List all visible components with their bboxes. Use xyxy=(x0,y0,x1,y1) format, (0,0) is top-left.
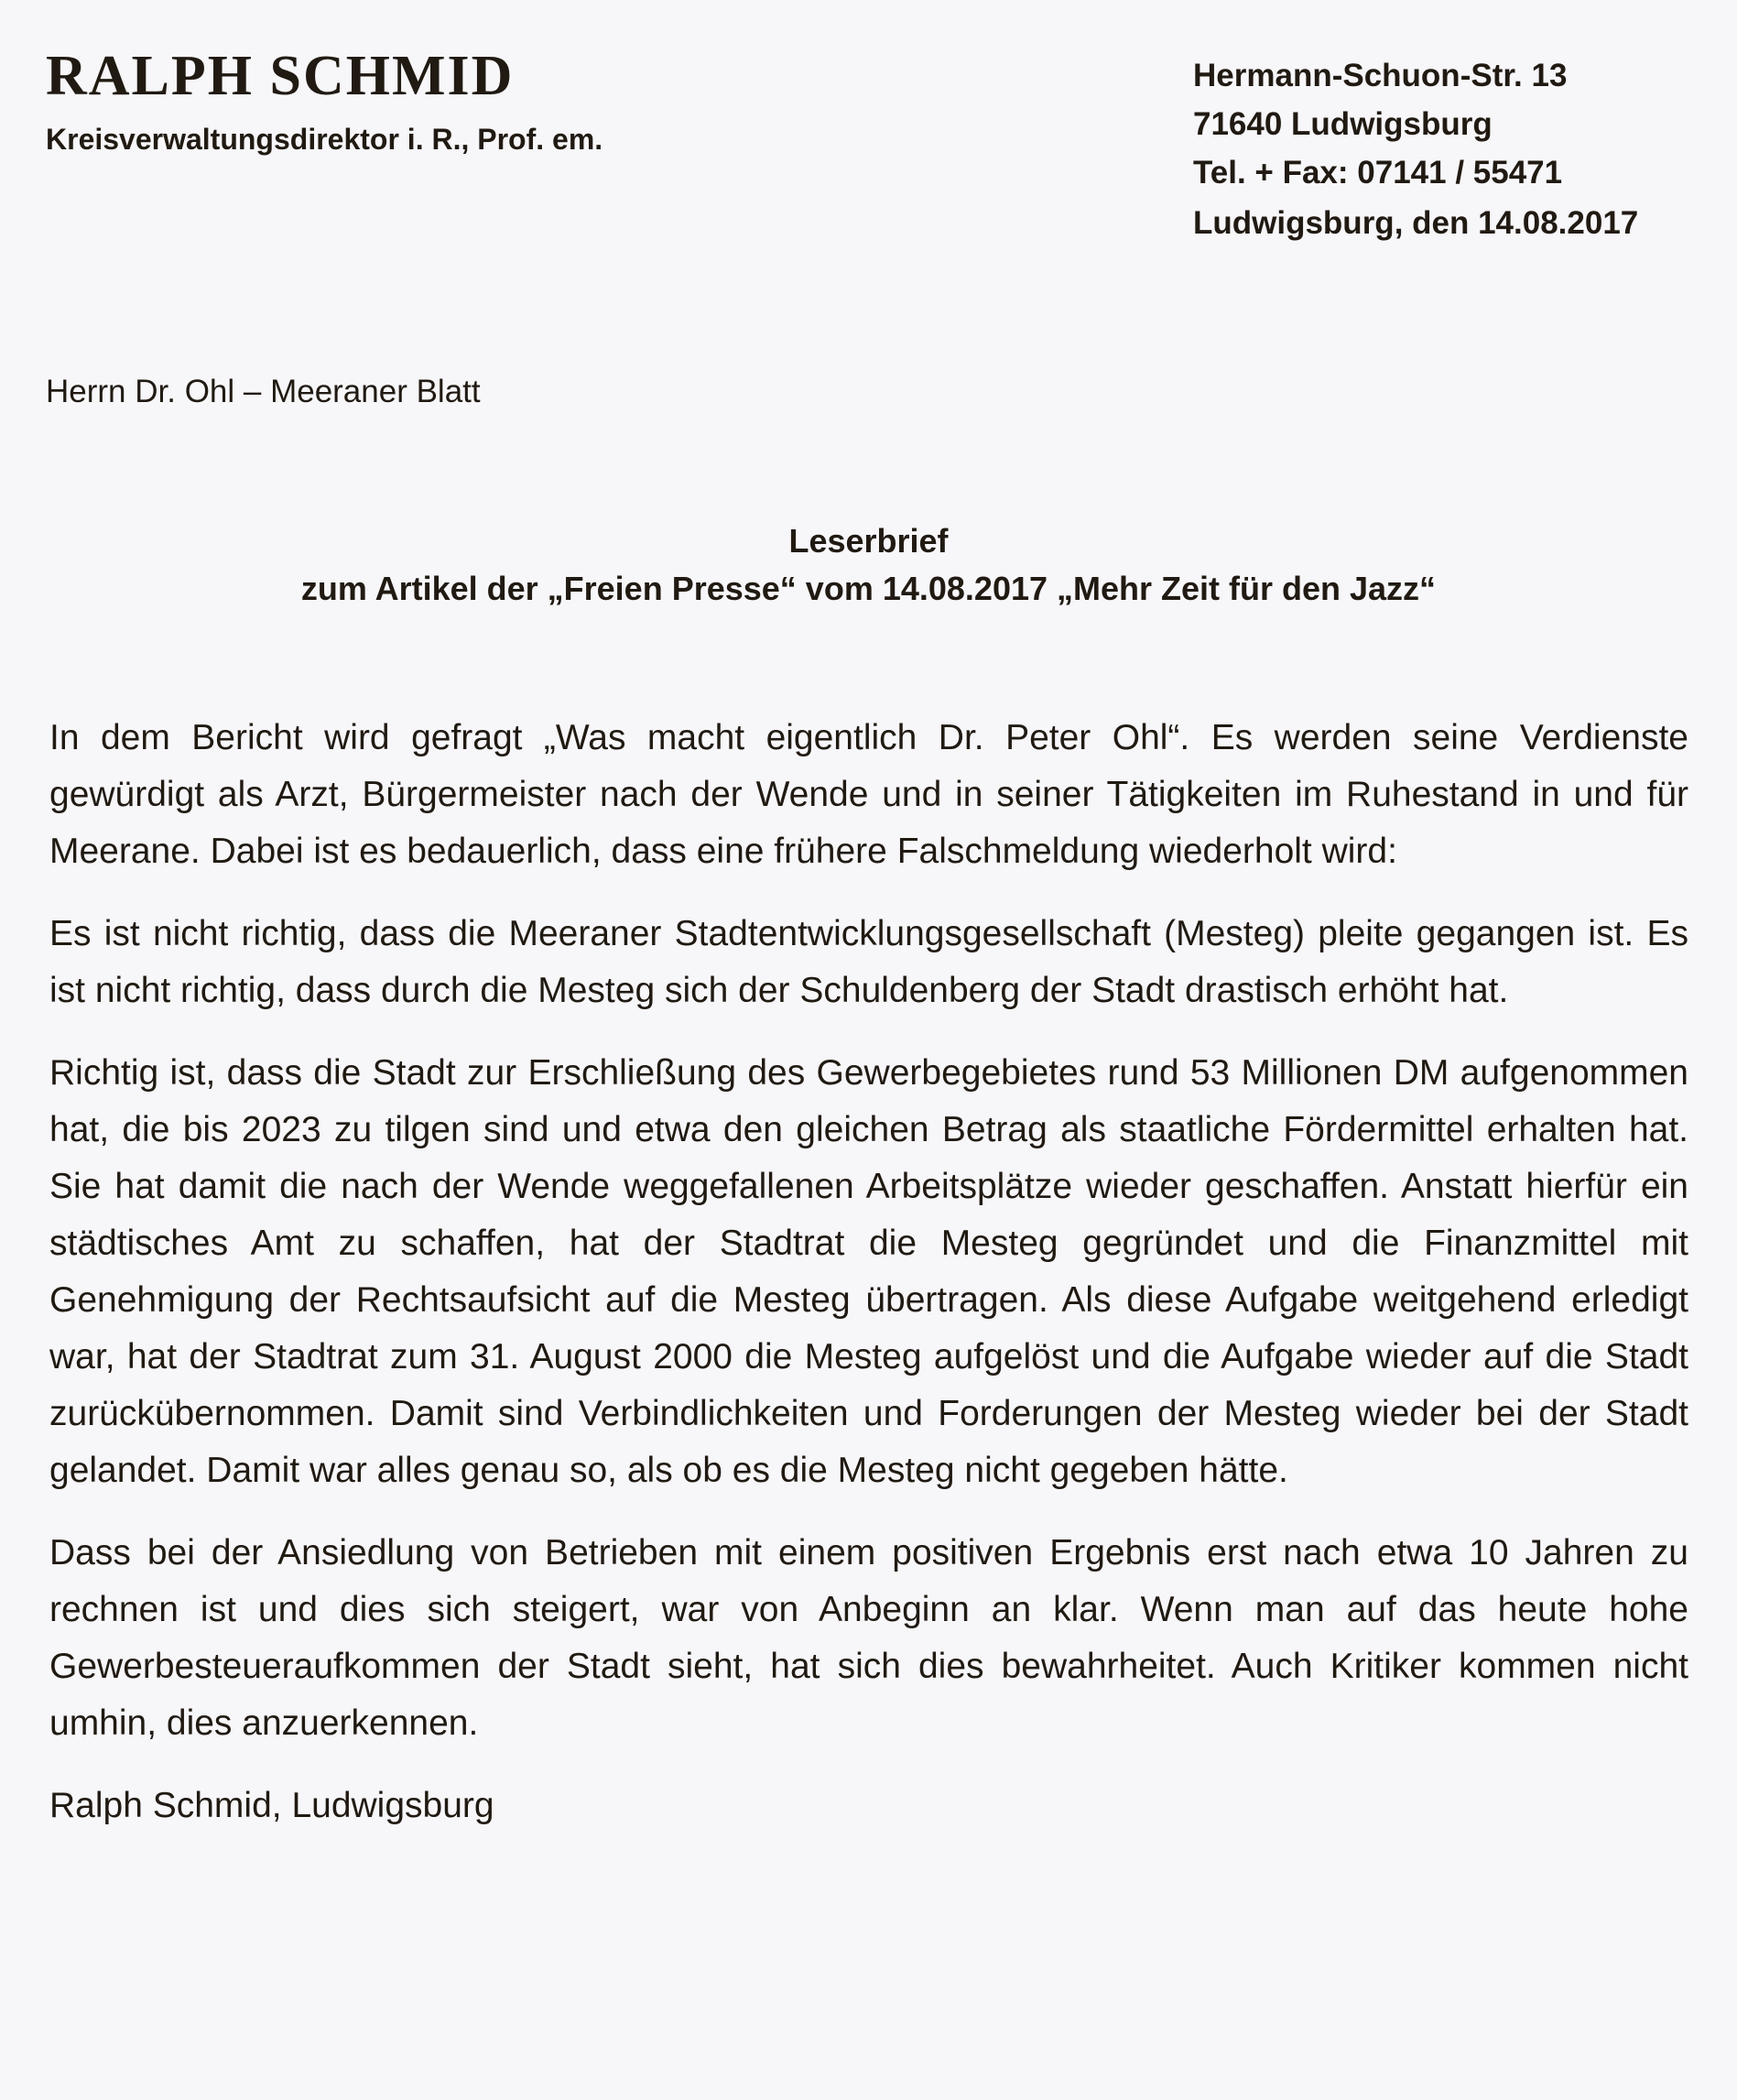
letterhead xyxy=(46,45,603,157)
recipient: Herrn Dr. Ohl – Meeraner Blatt xyxy=(46,374,481,409)
letter-heading xyxy=(0,517,1737,613)
paragraph-1: In dem Bericht wird gefragt „Was macht eigentlich Dr. Peter Ohl“. Es werden seine Verdienste gewürdigt als Arzt, Bürgermeister nach der Wende und in seiner Tätigkeiten im Ruhestand in und für Meerane. Dabei ist es bedauerlich, dass eine frühere Falschmeldung wiederholt wird: xyxy=(49,718,1688,871)
address-street: Hermann-Schuon-Str. 13 xyxy=(1193,58,1568,93)
sender-title: Kreisverwaltungsdirektor i. R., Prof. em. xyxy=(46,123,603,156)
paragraph-4: Dass bei der Ansiedlung von Betrieben mit einem positiven Ergebnis erst nach etwa 10 Jahren zu rechnen ist und dies sich steigert, war von Anbeginn an klar. Wenn man auf das heute hohe Gewerbesteueraufkommen der Stadt sieht, hat sich dies bewahrheitet. Auch Kritiker kommen nicht umhin, dies anzuerkennen. xyxy=(49,1533,1688,1743)
sender-address xyxy=(1193,51,1638,247)
paragraph-3: Richtig ist, dass die Stadt zur Erschließung des Gewerbegebietes rund 53 Millionen DM aufgenommen hat, die bis 2023 zu tilgen sind und etwa den gleichen Betrag als staatliche Fördermittel erhalten hat. Sie hat damit die nach der Wende weggefallenen Arbeitsplätze wieder geschaffen. Anstatt hierfür ein städtisches Amt zu schaffen, hat der Stadtrat die Mesteg gegründet und die Finanzmittel mit Genehmigung der Rechtsaufsicht auf die Mesteg übertragen. Als diese Aufgabe weitgehend erledigt war, hat der Stadtrat zum 31. August 2000 die Mesteg aufgelöst und die Aufgabe wieder auf die Stadt zurückübernommen. Damit sind Verbindlichkeiten und Forderungen der Mesteg wieder bei der Stadt gelandet. Damit war alles genau so, als ob es die Mesteg nicht gegeben hätte. xyxy=(49,1053,1688,1490)
heading-subtitle: zum Artikel der „Freien Presse“ vom 14.08.2017 „Mehr Zeit für den Jazz“ xyxy=(300,570,1437,607)
paragraph-2: Es ist nicht richtig, dass die Meeraner Stadtentwicklungsgesellschaft (Mesteg) pleite gegangen ist. Es ist nicht richtig, dass durch die Mesteg sich der Schuldenberg der Stadt drastisch erhöht hat. xyxy=(49,914,1688,1010)
signature: Ralph Schmid, Ludwigsburg xyxy=(49,1786,494,1825)
address-city: 71640 Ludwigsburg xyxy=(1193,106,1493,142)
letter-date: Ludwigsburg, den 14.08.2017 xyxy=(1193,205,1639,241)
address-phone: Tel. + Fax: 07141 / 55471 xyxy=(1193,155,1563,190)
sender-name: RALPH SCHMID xyxy=(46,45,515,107)
heading-title: Leserbrief xyxy=(788,522,949,560)
letter-body xyxy=(49,710,1688,1834)
